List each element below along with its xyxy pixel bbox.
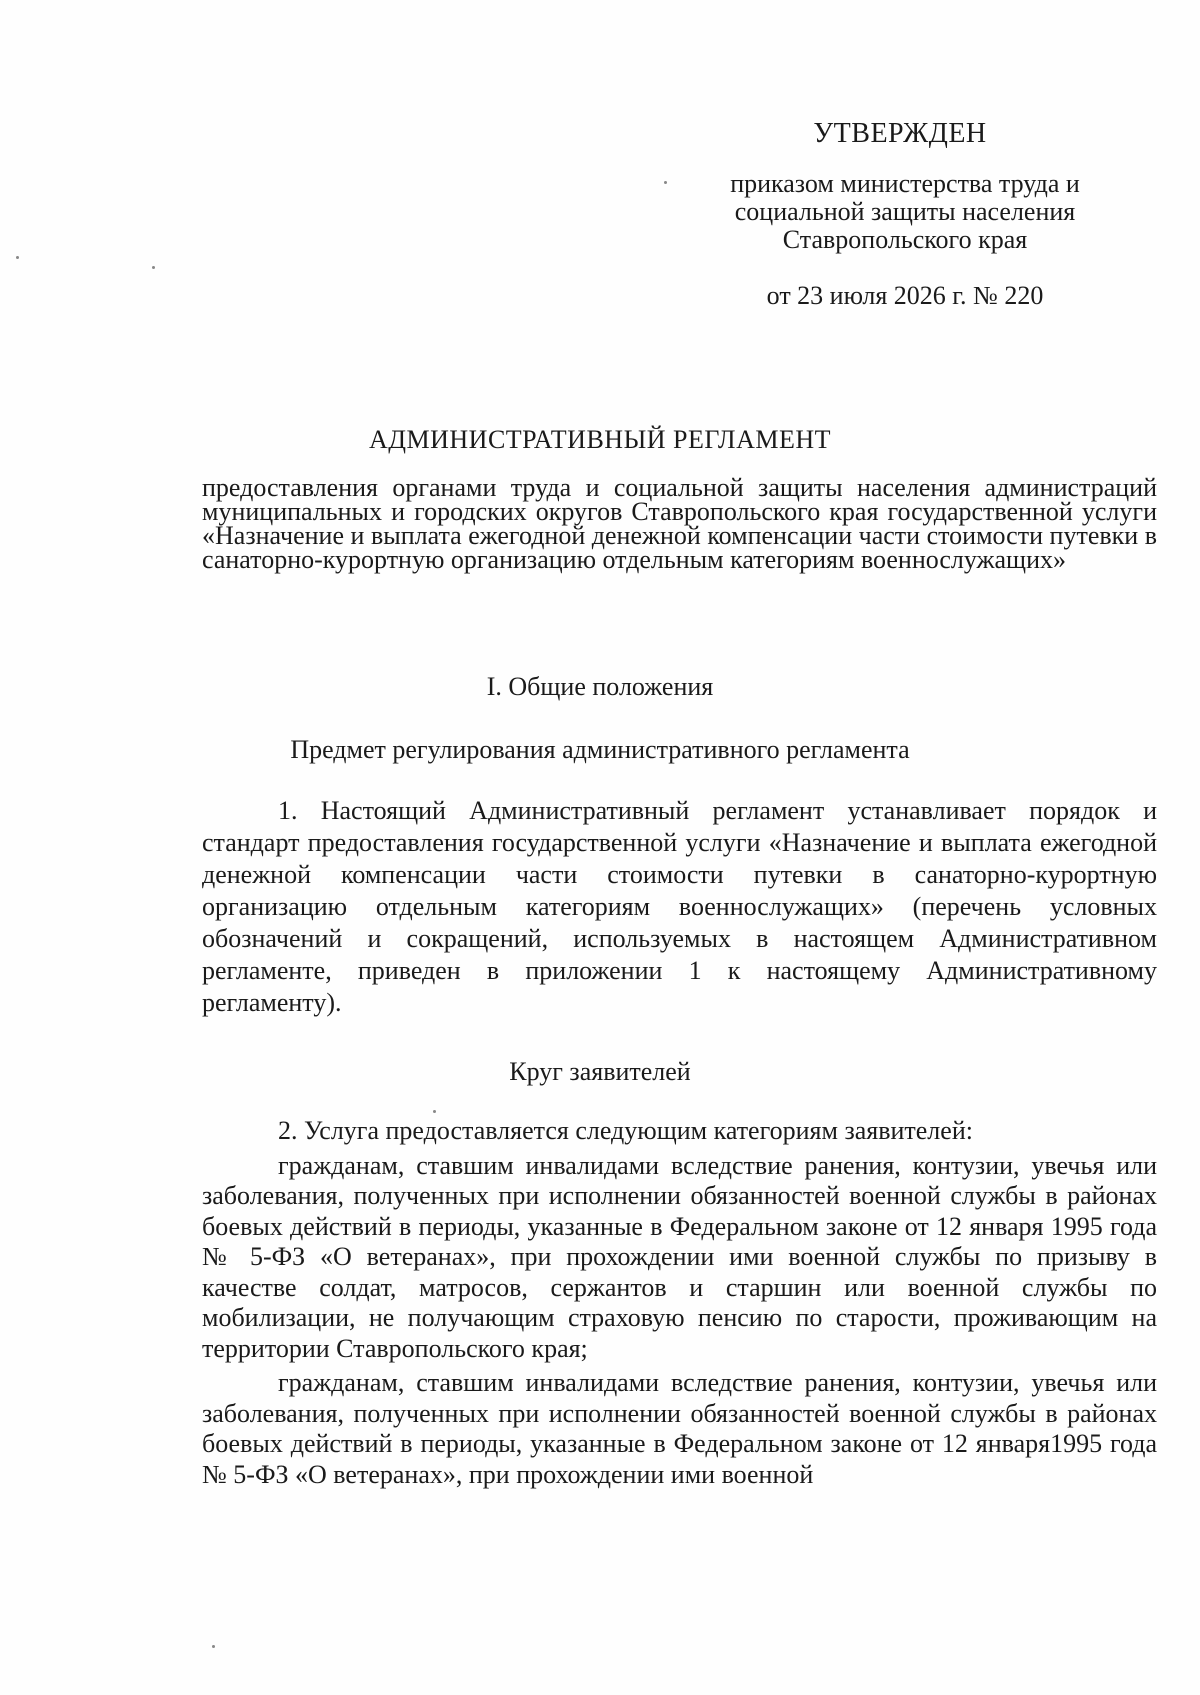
scan-speck <box>152 266 155 269</box>
paragraph-text: 1. Настоящий Административный регламент устанавливает порядок и стандарт предоставления государственной услуги «Назначение и выплата ежегодной денежной компенсации части стоимости путевки в санаторно-курортную организацию отдельным категориям военнослужащих» (перечень условных обозначений и сокращений, используемых в настоящем Административном регламенте, приведен в приложении 1 к настоящему Административному регламенту). <box>202 796 1157 1017</box>
scan-speck <box>664 181 667 184</box>
subsection-heading: Предмет регулирования административного регламента <box>290 735 910 764</box>
approval-order <box>680 170 1130 254</box>
scan-speck <box>16 256 19 259</box>
approved-label: УТВЕРЖДЕН <box>813 118 987 149</box>
paragraph-2 <box>202 1116 1157 1490</box>
approval-order-line: социальной защиты населения <box>734 197 1076 226</box>
applicant-category-item: гражданам, ставшим инвалидами вследствие ранения, контузии, увечья или заболевания, полученных при исполнении обязанностей военной службы в районах боевых действий в периоды, указанные в Федеральном законе от 12 января1995 года № 5-ФЗ «О ветеранах», при прохождении ими военной <box>202 1368 1157 1489</box>
approval-order-line: Ставропольского края <box>782 225 1028 254</box>
scan-speck <box>212 1645 215 1648</box>
paragraph-1 <box>202 795 1157 1019</box>
approval-order-line: приказом министерства труда и <box>730 169 1080 198</box>
approval-stamp <box>680 120 1130 310</box>
applicant-category-item: гражданам, ставшим инвалидами вследствие ранения, контузии, увечья или заболевания, полученных при исполнении обязанностей военной службы в районах боевых действий в периоды, указанные в Федеральном законе от 12 января 1995 года № 5-ФЗ «О ветеранах», при прохождении ими военной службы по призыву в качестве солдат, матросов, сержантов и старшин или военной службы по мобилизации, не получающим страховую пенсию по старости, проживающим на территории Ставропольского края; <box>202 1150 1157 1363</box>
section-heading: I. Общие положения <box>486 672 714 701</box>
scan-speck <box>433 1110 436 1113</box>
document-subtitle: предоставления органами труда и социальной защиты населения администраций муниципальных и городских округов Ставропольского края государственной услуги «Назначение и выплата ежегодной денежной компенсации части стоимости путевки в санаторно-курортную организацию отдельным категориям военнослужащих» <box>202 473 1157 574</box>
subsection-heading: Круг заявителей <box>509 1057 691 1086</box>
document-title: АДМИНИСТРАТИВНЫЙ РЕГЛАМЕНТ <box>368 425 832 454</box>
approval-date: от 23 июля 2026 г. № 220 <box>766 281 1044 310</box>
paragraph-intro: 2. Услуга предоставляется следующим категориям заявителей: <box>278 1116 973 1145</box>
